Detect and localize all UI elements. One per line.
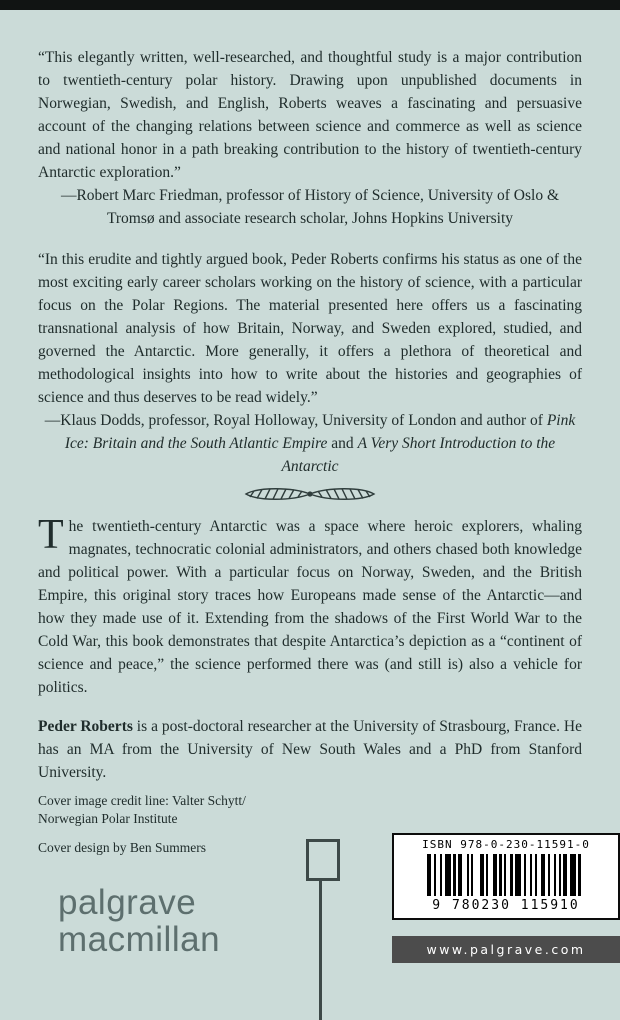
- barcode: [392, 833, 620, 920]
- cover-design-vertical-line: [319, 878, 322, 1020]
- author-bio: [38, 715, 582, 784]
- publisher-logo-palgrave: palgrave: [58, 883, 197, 922]
- barcode-space: [473, 854, 480, 896]
- isbn-digits: 9 780230 115910: [432, 898, 580, 913]
- isbn-label: ISBN 978-0-230-11591-0: [422, 838, 590, 851]
- publisher-website: www.palgrave.com: [392, 936, 620, 963]
- author-name: Peder Roberts: [38, 718, 133, 735]
- cited-book-title-2: A Very Short Introduction to the Antarctic: [281, 435, 556, 475]
- description-text: he twentieth-century Antarctic was a space where heroic explorers, whaling magnates, technocratic colonial administrators, and others chased both knowledge and political power. With a particular focus on Norway, Sweden, and the British Empire, this original story traces how Europeans made sense of the Antarctic—and how they made use of it. Extending from the shadows of the First World War to the Cold War, this book demonstrates that despite Antarctica’s depiction as a “continent of science and peace,” the science performed there was (and still is) also a vehicle for politics.: [38, 518, 582, 696]
- braided-rope-ornament-icon: [240, 486, 380, 502]
- author-bio-text: is a post-doctoral researcher at the University of Strasbourg, France. He has an MA from the University of New South Wales and a PhD from Stanford University.: [38, 718, 583, 781]
- back-cover-text-column: [0, 46, 620, 784]
- publisher-logo-macmillan: macmillan: [58, 920, 221, 959]
- drop-cap: T: [38, 512, 64, 558]
- barcode-bars: [394, 854, 618, 896]
- attribution-text: and: [327, 435, 358, 452]
- cited-book-title-1: Pink Ice: Britain and the South Atlantic Empire: [64, 412, 576, 452]
- ornament-divider-icon: [38, 486, 582, 507]
- review-attribution-2: [38, 409, 582, 478]
- barcode-bar: [570, 854, 577, 896]
- review-attribution-1: —Robert Marc Friedman, professor of History of Science, University of Oslo & Tromsø and associate research scholar, Johns Hopkins University: [60, 187, 560, 227]
- barcode-space: [581, 854, 585, 896]
- cover-design-credit: Cover design by Ben Summers: [38, 840, 206, 855]
- cover-image-credit-line-2: Norwegian Polar Institute: [38, 811, 178, 826]
- cover-credits: [38, 792, 246, 857]
- review-quote-1: “This elegantly written, well-researched, and thoughtful study is a major contribution to twentieth-century polar history. Drawing upon unpublished documents in Norwegian, Swedish, and English, Roberts weaves a fascinating and persuasive account of the changing relations between science and commerce as well as science and national honor in a path breaking contribution to the history of twentieth-century Antarctic exploration.”: [38, 49, 582, 181]
- top-black-strip: [0, 0, 620, 10]
- publisher-logo: [58, 884, 220, 958]
- attribution-text: —Klaus Dodds, professor, Royal Holloway, University of London and author of: [44, 412, 547, 429]
- cover-design-square: [306, 839, 340, 881]
- barcode-bar: [445, 854, 452, 896]
- review-quote-2: “In this erudite and tightly argued book, Peder Roberts confirms his status as one of the most exciting early career scholars working on the history of science, with a particular focus on the Polar Regions. The material presented here offers us a fascinating transnational analysis of how Britain, Norway, and Sweden explored, studied, and governed the Antarctic. More generally, it offers a plethora of theoretical and methodological insights into how to write about the histories and geographies of science and thus deserves to be read widely.”: [38, 251, 582, 406]
- barcode-bar: [515, 854, 522, 896]
- book-description: [38, 512, 582, 699]
- cover-image-credit-line-1: Cover image credit line: Valter Schytt/: [38, 793, 246, 808]
